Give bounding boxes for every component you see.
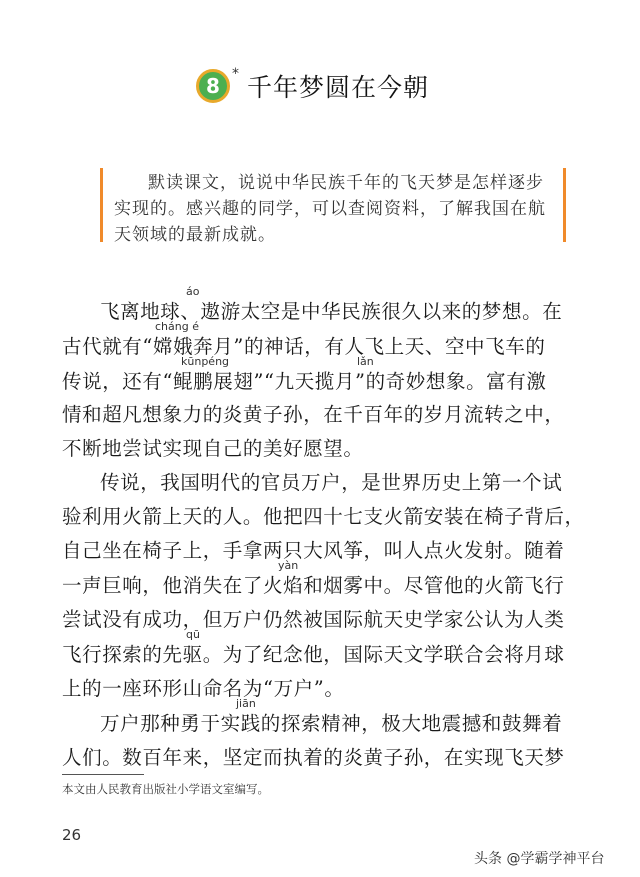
body-line: 尝试没有成功，但万户仍然被国际航天史学家公认为人类 [62,608,565,631]
body-line: 一声巨响，他消失在了火焰和烟雾中。尽管他的火箭飞行 [62,574,565,597]
page-number: 26 [62,826,82,844]
pinyin-annotation: lǎn [357,355,374,368]
body-line: 传说，我国明代的官员万户，是世界历史上第一个试 [100,471,563,494]
lesson-number-badge: 8 [196,69,230,103]
lesson-header [196,66,429,106]
body-line: 人们。数百年来，坚定而执着的炎黄子孙，在实现飞天梦 [62,746,565,769]
body-line: 情和超凡想象力的炎黄子孙，在千百年的岁月流转之中， [62,403,565,426]
pinyin-annotation: qū [186,628,200,641]
prompt-line: 实现的。感兴趣的同学，可以查阅资料，了解我国在航 [114,199,546,219]
watermark: 头条 @学霸学神平台 [474,851,605,867]
body-line: 古代就有“嫦娥奔月”的神话，有人飞上天、空中飞车的 [62,335,546,358]
body-line: 验利用火箭上天的人。他把四十七支火箭安装在椅子背后， [62,505,585,528]
optional-lesson-marker: * [232,66,239,82]
pinyin-annotation: áo [186,285,200,298]
body-line: 不断地尝试实现自己的美好愿望。 [62,437,364,460]
pinyin-annotation: jiān [236,697,256,710]
body-line: 传说，还有“鲲鹏展翅”“九天揽月”的奇妙想象。富有激 [62,370,547,393]
pinyin-annotation: yàn [278,559,299,572]
prompt-left-bar [100,168,103,242]
reading-prompt-box [100,168,566,245]
body-line: 上的一座环形山命名为“万户”。 [62,677,345,700]
footnote: 本文由人民教育出版社小学语文室编写。 [62,782,269,796]
body-line: 飞离地球、遨游太空是中华民族很久以来的梦想。在 [100,300,563,323]
prompt-line: 天领域的最新成就。 [114,225,276,245]
body-line: 自己坐在椅子上，手拿两只大风筝，叫人点火发射。随着 [62,539,565,562]
lesson-title: 千年梦圆在今朝 [247,73,430,102]
body-line: 飞行探索的先驱。为了纪念他，国际天文学联合会将月球 [62,643,565,666]
footnote-divider [62,774,144,775]
pinyin-annotation: kūnpéng [181,355,230,368]
pinyin-annotation: cháng é [155,320,199,333]
body-line: 万户那种勇于实践的探索精神，极大地震撼和鼓舞着 [100,712,563,735]
prompt-line: 默读课文，说说中华民族千年的飞天梦是怎样逐步 [148,173,544,193]
prompt-right-bar [563,168,566,242]
